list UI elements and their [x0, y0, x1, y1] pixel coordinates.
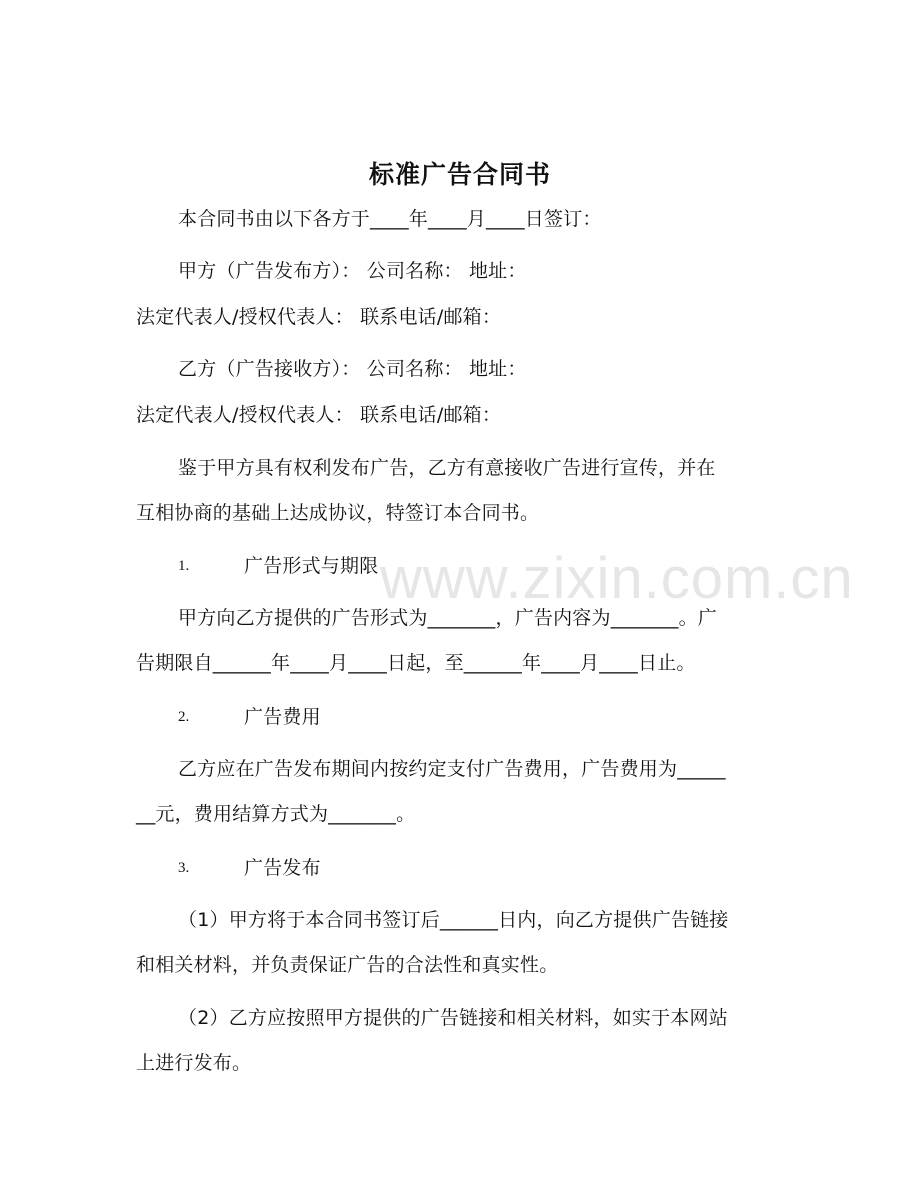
watermark: www.zixin.com.cn: [380, 546, 854, 611]
document-title: 标准广告合同书: [368, 160, 551, 189]
section-heading: 广告形式与期限: [244, 555, 379, 577]
section-heading: 广告费用: [244, 706, 321, 728]
section-number: 2.: [178, 709, 190, 725]
section-text-line: （1）甲方将于本合同书签订后______日内，向乙方提供广告链接: [178, 909, 729, 931]
section-text-line: 上进行发布。: [136, 1052, 252, 1074]
preamble-line-2: 互相协商的基础上达成协议，特签订本合同书。: [136, 502, 540, 524]
section-text-line: __元，费用结算方式为_______。: [136, 803, 416, 825]
section-number: 3.: [178, 860, 190, 876]
section-text-line: 甲方向乙方提供的广告形式为_______，广告内容为_______。广: [178, 607, 718, 629]
section-text-line: 告期限自______年____月____日起，至______年____月____日止。: [136, 652, 696, 674]
section-number: 1.: [178, 558, 190, 574]
section-text-line: 乙方应在广告发布期间内按约定支付广告费用，广告费用为_____: [178, 758, 726, 780]
party-b-line: 乙方（广告接收方）： 公司名称： 地址：: [178, 358, 527, 380]
party-a-rep-line: 法定代表人/授权代表人： 联系电话/邮箱：: [136, 306, 502, 328]
section-text-line: （2）乙方应按照甲方提供的广告链接和相关材料，如实于本网站: [178, 1007, 728, 1029]
party-a-line: 甲方（广告发布方）： 公司名称： 地址：: [178, 260, 527, 282]
section-text-line: 和相关材料，并负责保证广告的合法性和真实性。: [136, 954, 559, 976]
section-heading: 广告发布: [244, 857, 321, 879]
party-b-rep-line: 法定代表人/授权代表人： 联系电话/邮箱：: [136, 404, 502, 426]
preamble-line-1: 鉴于甲方具有权利发布广告，乙方有意接收广告进行宣传，并在: [178, 457, 716, 479]
intro-line: 本合同书由以下各方于____年____月____日签订：: [178, 208, 602, 230]
